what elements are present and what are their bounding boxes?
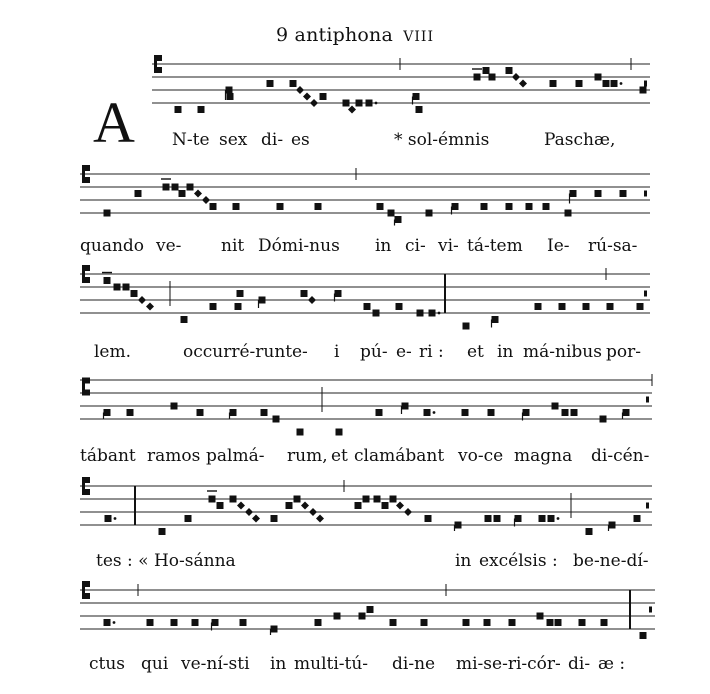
punctum-note [526,203,533,210]
lyric-syllable: occurré-runt [183,342,293,362]
lyric-syllable: di- [261,130,284,150]
rhombus-note [308,296,316,304]
punctum-note [485,515,492,522]
punctum-note [570,190,577,197]
lyric-syllable: N-te [172,130,210,150]
punctum-note [413,93,420,100]
punctum-note [640,632,647,639]
punctum-note [230,496,237,503]
punctum-note [261,409,268,416]
punctum-note [523,409,530,416]
lyric-syllable: palmá- [206,446,265,466]
punctum-note [583,303,590,310]
lyric-syllable: rú-sa- [588,236,638,256]
punctum-note [506,67,513,74]
lyric-syllable: quando [80,236,145,256]
punctum-note [539,515,546,522]
lyric-syllable: má-nibus [523,342,602,362]
punctum-note [373,310,380,317]
punctum-note [259,297,266,304]
punctum-note [267,80,274,87]
punctum-note [271,626,278,633]
lyric-syllable: sex [219,130,248,150]
rhombus-note [519,80,527,88]
punctum-note [212,619,219,626]
c-clef-icon [85,378,90,384]
lyric-syllable: in [270,654,287,674]
punctum-note [586,528,593,535]
lyric-syllable: Dómi-nus [258,236,340,256]
punctum-note [620,190,627,197]
punctum-note [172,184,179,191]
c-clef-icon [82,477,85,495]
punctum-note [336,429,343,436]
punctum-note [271,515,278,522]
punctum-note [159,528,166,535]
punctum-note [367,606,374,613]
punctum-note [550,80,557,87]
punctum-note [424,409,431,416]
c-clef-icon [85,477,90,483]
punctum-note [294,496,301,503]
lyric-syllable: et [467,342,484,362]
lyric-syllable: pú- [360,342,388,362]
punctum-note [607,303,614,310]
punctum-note [595,74,602,81]
punctum-note [315,203,322,210]
rhombus-note [245,508,253,516]
rhombus-note [396,502,404,510]
punctum-note [601,619,608,626]
punctum-note [237,290,244,297]
c-clef-icon [85,581,90,587]
punctum-note [123,284,130,291]
punctum-note [535,303,542,310]
lyric-syllable: di-ne [392,654,436,674]
rhombus-note [301,502,309,510]
punctum-note [192,619,199,626]
punctum-note [565,210,572,217]
custos-icon [644,191,647,197]
punctum-note [506,203,513,210]
punctum-note [209,496,216,503]
punctum-note [388,210,395,217]
lyric-line-2 [0,236,710,260]
lyric-line-5 [0,551,710,575]
punctum-note [335,290,342,297]
punctum-note [355,502,362,509]
rhombus-note [316,515,324,523]
punctum-note [390,496,397,503]
punctum-note [543,203,550,210]
punctum-note [105,515,112,522]
punctum-note [390,619,397,626]
lyric-syllable: es [291,130,310,150]
punctum-note [509,619,516,626]
punctum-note [492,316,499,323]
punctum-note [226,87,233,94]
punctum-note [104,277,111,284]
punctum-note [623,409,630,416]
punctum-note [127,409,134,416]
mora-dot [114,517,117,520]
lyric-syllable: e- [396,342,412,362]
custos-icon [644,81,647,87]
lyric-syllable: in [497,342,514,362]
lyric-line-1 [0,130,710,154]
punctum-note [515,515,522,522]
punctum-note [171,403,178,410]
punctum-note [233,203,240,210]
c-clef-icon [82,165,85,183]
punctum-note [488,409,495,416]
punctum-note [181,316,188,323]
custos-icon [646,503,649,509]
lyric-syllable: e- [292,342,308,362]
mora-dot [113,621,116,624]
punctum-note [290,80,297,87]
staff-system-5 [0,478,710,542]
rhombus-note [310,99,318,107]
lyric-syllable: qui [141,654,169,674]
lyric-syllable: in [375,236,392,256]
c-clef-icon [85,390,90,396]
rhombus-note [252,515,260,523]
punctum-note [163,184,170,191]
punctum-note [131,290,138,297]
lyric-syllable: vi- [438,236,459,256]
lyric-syllable: et [331,446,348,466]
punctum-note [489,74,496,81]
mora-dot [438,312,441,315]
punctum-note [179,190,186,197]
punctum-note [640,87,647,94]
punctum-note [562,409,569,416]
mora-dot [433,411,436,414]
punctum-note [210,303,217,310]
punctum-note [187,184,194,191]
lyric-syllable: tes : « Ho-sánna [96,551,236,571]
lyric-syllable: tá-tem [467,236,523,256]
punctum-note [286,502,293,509]
punctum-note [426,210,433,217]
custos-icon [646,397,649,403]
lyric-syllable: nit [221,236,245,256]
punctum-note [600,416,607,423]
lyric-line-3 [0,342,710,366]
punctum-note [429,310,436,317]
chant-number: 9 [276,24,289,46]
punctum-note [548,515,555,522]
chant-mode: VIII [403,29,434,45]
c-clef-icon [85,265,90,271]
c-clef-icon [85,489,90,495]
punctum-note [634,515,641,522]
rhombus-note [296,86,304,94]
c-clef-icon [85,277,90,283]
rhombus-note [194,190,202,198]
staff-system-1 [0,56,710,120]
punctum-note [547,619,554,626]
punctum-note [277,203,284,210]
punctum-note [417,310,424,317]
punctum-note [463,619,470,626]
punctum-note [484,619,491,626]
lyric-syllable: di- [568,654,591,674]
punctum-note [135,190,142,197]
punctum-note [374,496,381,503]
lyric-syllable: * sol-émnis [394,130,490,150]
lyric-syllable: Paschæ, [544,130,616,150]
mora-dot [375,102,378,105]
c-clef-icon [85,593,90,599]
c-clef-icon [157,55,162,61]
punctum-note [595,190,602,197]
punctum-note [198,106,205,113]
rhombus-note [309,508,317,516]
rhombus-note [303,93,311,101]
rhombus-note [237,502,245,510]
lyric-syllable: lem. [94,342,132,362]
lyric-syllable: æ : [598,654,626,674]
punctum-note [452,203,459,210]
lyric-line-4 [0,446,710,470]
lyric-syllable: vo-ce [458,446,504,466]
punctum-note [481,203,488,210]
rhombus-note [348,106,356,114]
punctum-note [104,210,111,217]
c-clef-icon [82,378,85,396]
lyric-syllable: Ie- [547,236,570,256]
punctum-note [359,613,366,620]
punctum-note [455,522,462,529]
lyric-syllable: ve-ní-sti [181,654,250,674]
punctum-note [474,74,481,81]
punctum-note [416,106,423,113]
mora-dot [557,517,560,520]
punctum-note [363,496,370,503]
lyric-syllable: be-ne-dí- [573,551,649,571]
lyric-syllable: di-cén- [591,446,650,466]
custos-icon [644,291,647,297]
lyric-syllable: ramos [147,446,201,466]
c-clef-icon [85,165,90,171]
punctum-note [494,515,501,522]
lyric-syllable: in [455,551,472,571]
lyric-syllable: excélsis : [479,551,558,571]
lyric-syllable: ci- [405,236,426,256]
lyric-syllable: multi-tú- [294,654,369,674]
punctum-note [463,323,470,330]
punctum-note [377,203,384,210]
punctum-note [175,106,182,113]
punctum-note [315,619,322,626]
punctum-note [395,216,402,223]
c-clef-icon [85,177,90,183]
c-clef-icon [82,265,85,283]
lyric-line-6 [0,654,710,678]
lyric-syllable: por- [606,342,641,362]
punctum-note [334,613,341,620]
c-clef-icon [157,67,162,73]
punctum-note [552,403,559,410]
c-clef-icon [154,55,157,73]
rhombus-note [512,73,520,81]
staff-system-2 [0,166,710,230]
lyric-syllable: ctus [89,654,126,674]
punctum-note [571,409,578,416]
punctum-note [356,100,363,107]
lyric-syllable: mi-se-ri-cór- [456,654,561,674]
punctum-note [240,619,247,626]
punctum-note [382,502,389,509]
punctum-note [343,100,350,107]
mora-dot [620,82,623,85]
punctum-note [537,613,544,620]
lyric-syllable: clamábant [354,446,445,466]
lyric-syllable: ri : [419,342,444,362]
punctum-note [376,409,383,416]
punctum-note [366,100,373,107]
punctum-note [301,290,308,297]
rhombus-note [202,196,210,204]
custos-icon [649,607,652,613]
chant-title [0,24,710,46]
punctum-note [603,80,610,87]
punctum-note [210,203,217,210]
drop-capital: A [93,90,135,155]
punctum-note [611,80,618,87]
staff-system-6 [0,582,710,646]
punctum-note [104,409,111,416]
punctum-note [227,93,234,100]
punctum-note [402,403,409,410]
punctum-note [320,93,327,100]
chant-genre: antiphona [294,24,394,46]
punctum-note [421,619,428,626]
punctum-note [235,303,242,310]
punctum-note [185,515,192,522]
punctum-note [114,284,121,291]
lyric-syllable: magna [514,446,573,466]
punctum-note [579,619,586,626]
punctum-note [297,429,304,436]
punctum-note [637,303,644,310]
rhombus-note [138,296,146,304]
rhombus-note [404,508,412,516]
lyric-syllable: ve- [156,236,182,256]
punctum-note [217,502,224,509]
punctum-note [273,416,280,423]
staff-system-4 [0,372,710,436]
punctum-note [555,619,562,626]
c-clef-icon [82,581,85,599]
rhombus-note [146,303,154,311]
punctum-note [462,409,469,416]
punctum-note [197,409,204,416]
punctum-note [104,619,111,626]
lyric-syllable: rum, [287,446,328,466]
punctum-note [609,522,616,529]
lyric-syllable: tábant [80,446,136,466]
punctum-note [171,619,178,626]
punctum-note [576,80,583,87]
punctum-note [483,67,490,74]
lyric-syllable: i [334,342,340,362]
punctum-note [396,303,403,310]
punctum-note [147,619,154,626]
staff-system-3 [0,266,710,330]
punctum-note [425,515,432,522]
punctum-note [230,409,237,416]
punctum-note [559,303,566,310]
punctum-note [364,303,371,310]
